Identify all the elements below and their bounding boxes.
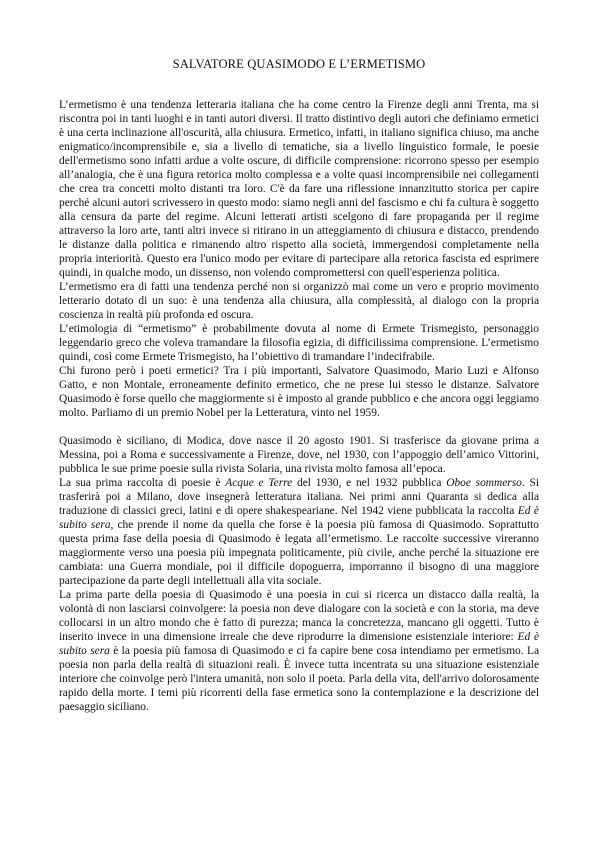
paragraph-biografia: Quasimodo è siciliano, di Modica, dove nasce il 20 agosto 1901. Si trasferisce da giovane prima a Messina, poi a Roma e successivamente a Firenze, dove, nel 1930, con l’appoggio dell’amico Vittorini, pubblica le sue prime poesie sulla rivista Solaria, una rivista molto famosa all’epoca.: [59, 435, 539, 475]
paragraph-tendenza: L’ermetismo era di fatti una tendenza perché non si organizzò mai come un vero e proprio movimento letterario dotato di un suo: è una tendenza alla chiusura, alla complessità, al dialogo con la propria coscienza in realtà più profonda ed oscura.: [59, 281, 539, 321]
document-page: [59, 56, 539, 714]
title-ed-e-subito-sera: Ed è subito sera,: [59, 505, 539, 531]
title-acque-e-terre: Acque e Terre: [225, 477, 293, 489]
document-title: SALVATORE QUASIMODO E L’ERMETISMO: [172, 57, 426, 71]
title-ed-e-subito-sera-2: Ed è subito sera: [59, 631, 539, 657]
title-oboe-sommerso: Oboe sommerso: [446, 477, 522, 489]
section-quasimodo: [59, 434, 539, 714]
paragraph-poeti-ermetici: Chi furono però i poeti ermetici? Tra i più importanti, Salvatore Quasimodo, Mario Luzi e Alfonso Gatto, e non Montale, erroneamente definito ermetico, che ne prese lui stesso le distanze. Salvatore Quasimodo è forse quello che maggiormente si è imposto al grande pubblico e che ancora oggi leggiamo molto. Parliamo di un premio Nobel per la Letteratura, vinto nel 1959.: [59, 365, 539, 419]
paragraph-etimologia: L’etimologia di “ermetismo” è probabilmente dovuta al nome di Ermete Trismegisto, personaggio leggendario greco che voleva tramandare la filosofia egizia, di difficilissima comprensione. L’ermetismo quindi, così come Ermete Trismegisto, ha l’obiettivo di tramandare l’indecifrabile.: [59, 323, 539, 363]
paragraph-prima-fase: La prima parte della poesia di Quasimodo è una poesia in cui si ricerca un distacco dalla realtà, la volontà di non lasciarsi coinvolgere: la poesia non deve dialogare con la società e con la storia, ma deve collocarsi in un altro mondo che è fatto di purezza; manca la concretezza, mancano gli oggetti. Tutto è inserito invece in una dimensione irreale che deve riprodurre la dimensione esistenziale interiore: Ed è subito sera è la poesia più famosa di Quasimodo e ci fa capire bene cosa intendiamo per ermetismo. La poesia non parla della realtà di situazioni reali. È invece tutta incentrata su una situazione esistenziale interiore che coinvolge però l'intera umanità, non solo il poeta. Parla della vita, dell'arrivo dolorosamente rapido della morte. I temi più ricorrenti della fase ermetica sono la contemplazione e la descrizione del paesaggio siciliano.: [59, 589, 539, 713]
section-ermetismo: [59, 98, 539, 420]
paragraph-introduzione: L’ermetismo è una tendenza letteraria italiana che ha come centro la Firenze degli anni Trenta, ma si riscontra poi in tanti luoghi e in tanti autori diversi. Il tratto distintivo degli autori che definiamo ermetici è una certa inclinazione all'oscurità, alla chiusura. Ermetico, infatti, in italiano significa chiuso, ma anche enigmatico/incomprensibile e, sia a livello di tematiche, sia a livello linguistico formale, le poesie dell'ermetismo sono infatti ardue a volte oscure, di difficile comprensione: ricorrono spesso per esempio all’analogia, che è una figura retorica molto complessa e a volte quasi incomprensibile nei collegamenti che crea tra concetti molto distanti tra loro. C'è da fare una riflessione innanzitutto storica per capire perché alcuni autori scrivessero in questo modo: siamo negli anni del fascismo e chi fa cultura è soggetto alla censura da parte del regime. Alcuni letterati artisti scelgono di fare propaganda per il regime attraverso la loro arte, tanti altri invece si ritirano in un atteggiamento di chiusura e distacco, prendendo le distanze dalla politica e rimanendo altro rispetto alla società, immergendosi completamente nella propria interiorità. Questo era l'unico modo per evitare di partecipare alla retorica fascista ed esprimere quindi, in qualche modo, un dissenso, non volendo compromettersi con quell'esperienza politica.: [59, 99, 539, 279]
paragraph-raccolte: La sua prima raccolta di poesie è Acque e Terre del 1930, e nel 1932 pubblica Oboe sommerso. Si trasferirà poi a Milano, dove insegnerà letteratura italiana. Nei primi anni Quaranta si dedica alla traduzione di classici greci, latini e di opere shakespeariane. Nel 1942 viene pubblicata la raccolta Ed è subito sera, che prende il nome da quella che forse è la poesia più famosa di Quasimodo. Soprattutto questa prima fase della poesia di Quasimodo è legata all’ermetismo. Le raccolte successive vireranno maggiormente verso una poesia più impegnata politicamente, più civile, anche perché la situazione ere cambiata: una Guerra mondiale, poi il difficile dopoguerra, imporranno il bisogno di una maggiore partecipazione da parte degli intellettuali alla vita sociale.: [59, 477, 540, 587]
